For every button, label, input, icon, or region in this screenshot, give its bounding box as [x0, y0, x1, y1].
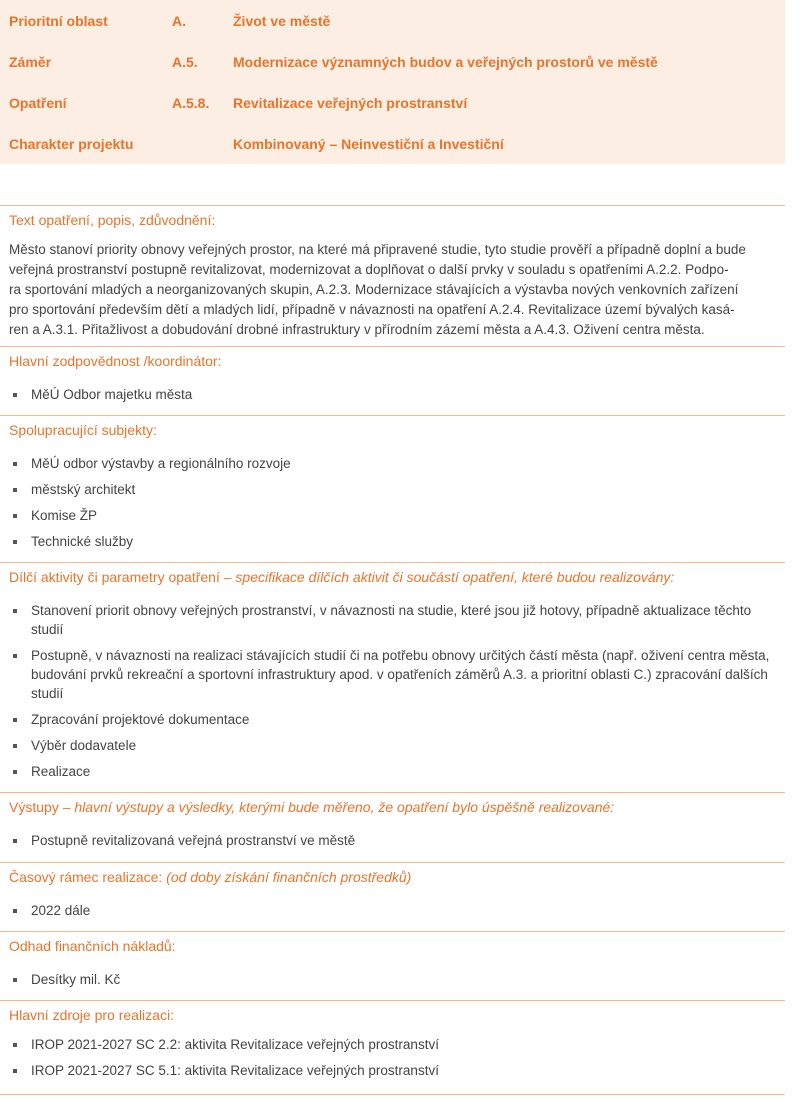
header-value: Kombinovaný – Neinvestiční a Investiční: [233, 136, 504, 152]
bullet-list: [0, 901, 785, 927]
header-row-project-type: [0, 134, 785, 154]
bullet-list: [0, 831, 785, 857]
list-item: Technické služby: [0, 532, 785, 551]
header-value: Modernizace významných budov a veřejných prostorů ve městě: [233, 54, 658, 70]
header-label: Opatření: [9, 95, 67, 111]
header-value: Život ve městě: [233, 13, 331, 29]
bullet-icon: [13, 909, 17, 913]
list-item: Výběr dodavatele: [0, 736, 785, 755]
section-outputs: [0, 792, 785, 862]
list-item: Postupně, v návaznosti na realizaci stávajících studií či na potřebu obnovy určitých částí města (např. oživení centra města, budování prvků rekreační a sportovní infrastruktury apod. v opatřeních záměrů A.3. a prioritní oblasti C.) zpracování dalších studií: [0, 646, 785, 703]
bullet-icon: [13, 540, 17, 544]
bullet-icon: [13, 393, 17, 397]
section-timeframe: [0, 862, 785, 931]
section-costs: [0, 931, 785, 1000]
section-note: – specifikace dílčích aktivit či součástí opatření, které budou realizovány:: [219, 569, 675, 585]
description-line: pro sportování především dětí a mladých lidí, případně v návaznosti na opatření A.2.4. Revitalizace území bývalých kasá-: [9, 302, 735, 317]
bullet-list: [0, 1035, 785, 1087]
section-title: Spolupracující subjekty:: [9, 422, 157, 438]
bullet-list: [0, 601, 785, 788]
list-item: IROP 2021-2027 SC 2.2: aktivita Revitalizace veřejných prostranství: [0, 1035, 785, 1054]
section-responsible: [0, 346, 785, 415]
bullet-list: [0, 970, 785, 996]
bullet-icon: [13, 462, 17, 466]
description-paragraph: [9, 240, 783, 340]
description-line: Město stanoví priority obnovy veřejných prostor, na které má připravené studie, tyto studie prověří a případně doplní a bude: [9, 242, 746, 257]
bullet-icon: [13, 514, 17, 518]
header-code: A.: [172, 13, 186, 29]
bullet-icon: [13, 839, 17, 843]
header-value: Revitalizace veřejných prostranství: [233, 95, 468, 111]
list-item: Realizace: [0, 762, 785, 781]
header-label: Záměr: [9, 54, 52, 70]
list-item: MěÚ Odbor majetku města: [0, 385, 785, 404]
header-label: Prioritní oblast: [9, 13, 108, 29]
bullet-icon: [13, 654, 17, 658]
header-row-intent: [0, 52, 785, 72]
section-title: Hlavní zdroje pro realizaci:: [9, 1007, 174, 1023]
section-note: (od doby získání finančních prostředků): [162, 869, 412, 885]
section-note: – hlavní výstupy a výsledky, kterými bude měřeno, že opatření bylo úspěšně realizované:: [58, 799, 615, 815]
description-line: veřejná prostranství postupně revitalizovat, modernizovat a doplňovat o další prvky v souladu s opatřeními A.2.2. Podpo-: [9, 262, 729, 277]
header-label: Charakter projektu: [9, 136, 134, 152]
bullet-icon: [13, 718, 17, 722]
bullet-icon: [13, 1069, 17, 1073]
section-partners: [0, 415, 785, 562]
header-box: [0, 0, 785, 164]
bullet-list: [0, 385, 785, 411]
list-item: MěÚ odbor výstavby a regionálního rozvoje: [0, 454, 785, 473]
section-sources: [0, 1000, 785, 1094]
section-title: Odhad finančních nákladů:: [9, 938, 176, 954]
list-item: Komise ŽP: [0, 506, 785, 525]
section-title: Časový rámec realizace: (od doby získání finančních prostředků): [9, 869, 412, 885]
bullet-list: [0, 454, 785, 558]
bullet-icon: [13, 744, 17, 748]
section-activities: [0, 562, 785, 792]
description-line: ren a A.3.1. Přitažlivost a dobudování drobné infrastruktury v přírodním zázemí města a A.4.3. Oživení centra města.: [9, 322, 705, 337]
section-title: Dílčí aktivity či parametry opatření – specifikace dílčích aktivit či součástí opatření, které budou realizovány:: [9, 569, 675, 585]
header-row-priority-area: [0, 11, 785, 31]
section-title: Výstupy – hlavní výstupy a výsledky, kterými bude měřeno, že opatření bylo úspěšně realizované:: [9, 799, 615, 815]
list-item: 2022 dále: [0, 901, 785, 920]
section-title: Hlavní zodpovědnost /koordinátor:: [9, 353, 222, 369]
description-line: ra sportování mladých a neorganizovaných skupin, A.2.3. Modernizace stávajících a výstavba nových venkovních zařízení: [9, 282, 739, 297]
bullet-icon: [13, 488, 17, 492]
section-description: [0, 205, 785, 346]
bullet-icon: [13, 609, 17, 613]
list-item: Stanovení priorit obnovy veřejných prostranství, v návaznosti na studie, které jsou již hotovy, případně aktualizace těchto studií: [0, 601, 785, 639]
section-title: Text opatření, popis, zdůvodnění:: [9, 212, 216, 228]
bullet-icon: [13, 1043, 17, 1047]
header-row-measure: [0, 93, 785, 113]
list-item: Desítky mil. Kč: [0, 970, 785, 989]
list-item: IROP 2021-2027 SC 5.1: aktivita Revitalizace veřejných prostranství: [0, 1061, 785, 1080]
bottom-divider: [0, 1094, 785, 1095]
list-item: Zpracování projektové dokumentace: [0, 710, 785, 729]
header-code: A.5.: [172, 54, 198, 70]
list-item: Postupně revitalizovaná veřejná prostranství ve městě: [0, 831, 785, 850]
bullet-icon: [13, 770, 17, 774]
bullet-icon: [13, 978, 17, 982]
header-code: A.5.8.: [172, 95, 210, 111]
list-item: městský architekt: [0, 480, 785, 499]
